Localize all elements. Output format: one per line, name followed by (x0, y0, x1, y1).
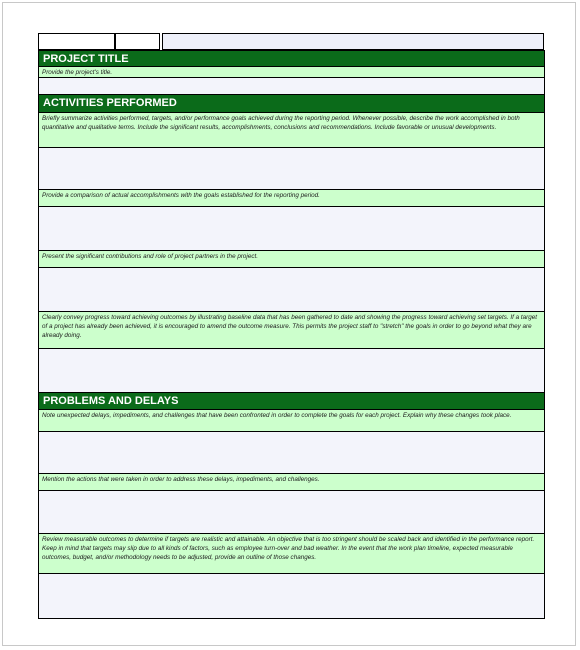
section-heading-problems-and-delays: PROBLEMS AND DELAYS (39, 393, 544, 410)
instruction-project-title: Provide the project's title. (39, 67, 544, 78)
answer-field-review-outcomes[interactable] (39, 574, 544, 619)
answer-field-goals-comparison[interactable] (39, 207, 544, 251)
answer-field-actions-taken[interactable] (39, 491, 544, 534)
answer-field-partner-contributions[interactable] (39, 268, 544, 312)
answer-field-outcome-progress[interactable] (39, 349, 544, 393)
instruction-unexpected-delays: Note unexpected delays, impediments, and challenges that have been confronted in order to complete the goals for each project. Explain why these changes took place. (39, 410, 544, 432)
answer-field-unexpected-delays[interactable] (39, 432, 544, 474)
instruction-activities-summary: Briefly summarize activities performed, targets, and/or performance goals achieved during the reporting period. Whenever possible, describe the work accomplished in both quantitative and qualitative terms. Include the significant results, accomplishments, conclusions and recommendations. Include favorable or unusual developments. (39, 113, 544, 148)
instruction-actions-taken: Mention the actions that were taken in order to address these delays, impediments, and challenges. (39, 474, 544, 491)
header-cell-1[interactable] (38, 33, 115, 50)
answer-field-project-title[interactable] (39, 78, 544, 95)
header-cell-2[interactable] (115, 33, 160, 50)
instruction-review-outcomes: Review measurable outcomes to determine if targets are realistic and attainable. An objective that is too stringent should be scaled back and identified in the performance report. Keep in mind that targets may slip due to all kinds of factors, such as employee turn-over and bad weather. In the event that the work plan timeline, expected measurable outcomes, budget, and/or methodology needs to be adjusted, provide an outline of those changes. (39, 534, 544, 574)
instruction-outcome-progress: Clearly convey progress toward achieving outcomes by illustrating baseline data that has been gathered to date and showing the progress toward achieving set targets. If a target of a project has already been achieved, it is encouraged to amend the outcome measure. This permits the project staff to "stretch" the goals in order to go beyond what they are already doing. (39, 312, 544, 349)
section-heading-activities-performed: ACTIVITIES PERFORMED (39, 95, 544, 113)
answer-field-activities-summary[interactable] (39, 148, 544, 190)
section-heading-project-title: PROJECT TITLE (39, 50, 544, 67)
header-cell-3[interactable] (162, 33, 544, 50)
instruction-partner-contributions: Present the significant contributions and role of project partners in the project. (39, 251, 544, 268)
report-form (38, 50, 545, 619)
instruction-goals-comparison: Provide a comparison of actual accomplishments with the goals established for the reporting period. (39, 190, 544, 207)
